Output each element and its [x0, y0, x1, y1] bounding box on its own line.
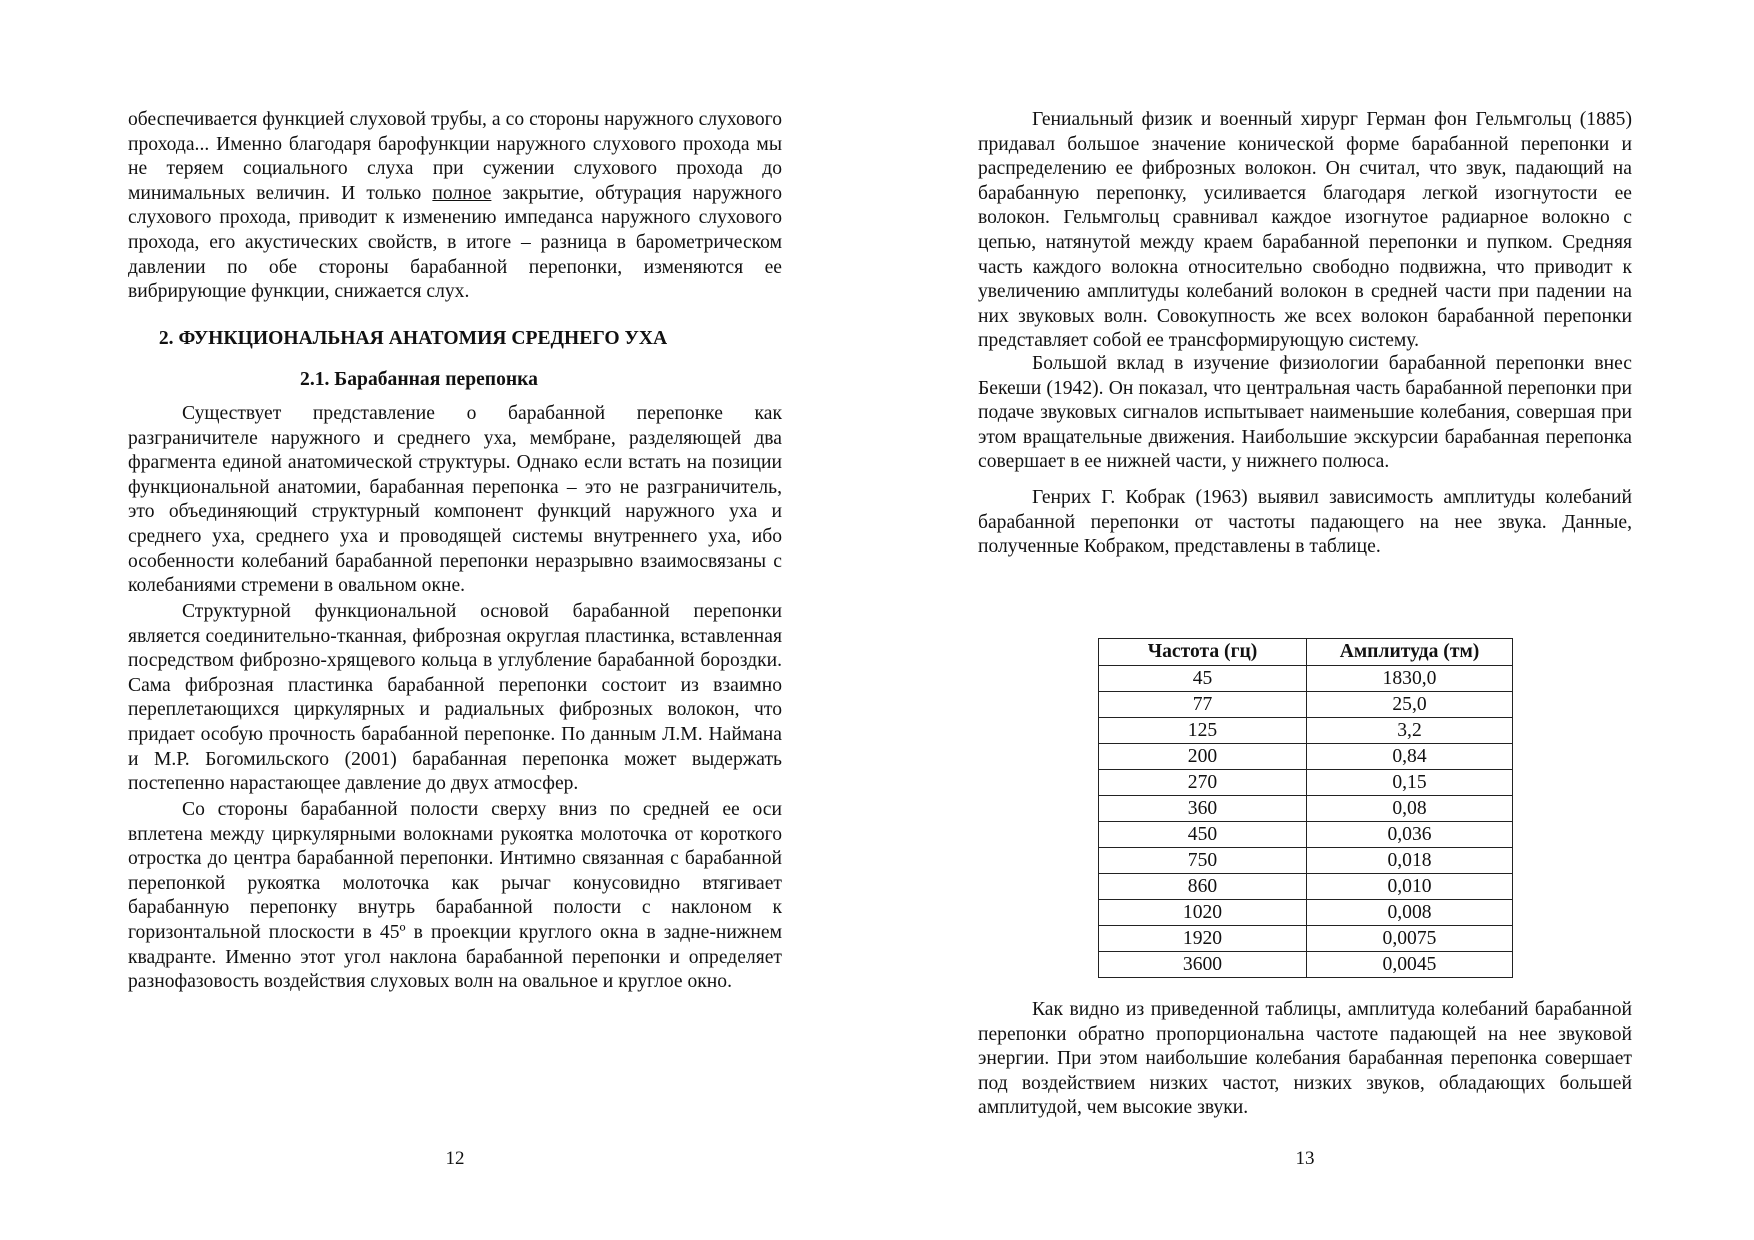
underlined-word: полное: [432, 182, 492, 204]
paragraph: Структурной функциональной основой барабанной перепонки является соединительно-тканная, фиброзная округлая пластинка, вставленная посредством фиброзно-хрящевого кольца в углубление барабанной бороздки. Сама фиброзная пластинка барабанной перепонки состоит из взаимно переплетающихся циркулярных и радиальных фиброзных волокон, что придает особую прочность барабанной перепонке. По данным Л.М. Наймана и М.Р. Богомильского (2001) барабанная перепонка может выдержать постепенно нарастающее давление до двух атмосфер.: [128, 601, 782, 795]
subsection-heading: 2.1. Барабанная перепонка: [300, 369, 538, 390]
paragraph: Существует представление о барабанной перепонке как разграничителе наружного и среднего уха, мембране, разделяющей два фрагмента единой анатомической структуры. Однако если встать на позиции функциональной анатомии, барабанная перепонка – это не разграничитель, это объединяющий структурный компонент функций наружного уха и среднего уха, среднего уха и проводящей системы внутреннего уха, ибо особенности колебаний барабанной перепонки неразрывно взаимосвязаны с колебаниями стремени в овальном окне.: [128, 403, 782, 597]
table-row: [1099, 718, 1513, 744]
cell-amplitude: 3,2: [1307, 718, 1513, 744]
page-number: 13: [1295, 1148, 1315, 1169]
cell-frequency: 45: [1099, 666, 1307, 692]
cell-amplitude: 0,008: [1307, 900, 1513, 926]
paragraph: Большой вклад в изучение физиологии барабанной перепонки внес Бекеши (1942). Он показал, что центральная часть барабанной перепонки при подаче звуковых сигналов испытывает наименьшие колебания, совершая при этом вращательные движения. Наибольшие экскурсии барабанная перепонка совершает в ее нижней части, у нижнего полюса.: [978, 353, 1632, 473]
section-heading: 2. ФУНКЦИОНАЛЬНАЯ АНАТОМИЯ СРЕДНЕГО УХА: [158, 328, 668, 349]
paragraph: Гениальный физик и военный хирург Герман фон Гельмгольц (1885) придавал большое значение конической форме барабанной перепонки и распределению ее фиброзных волокон. Он считал, что звук, падающий на барабанную перепонку, усиливается благодаря легкой изогнутости ее волокон. Гельмгольц сравнивал каждое изогнутое радиарное волокно с цепью, натянутой между краем барабанной перепонки и пупком. Средняя часть каждого волокна относительно свободно подвижна, что приводит к увеличению амплитуды колебаний волокон в средней части при падении на них звуковых волн. Совокупность же всех волокон барабанной перепонки представляет собой ее трансформирующую систему.: [978, 109, 1632, 352]
cell-frequency: 450: [1099, 822, 1307, 848]
cell-amplitude: 0,84: [1307, 744, 1513, 770]
cell-amplitude: 0,15: [1307, 770, 1513, 796]
left-page: [128, 0, 782, 1240]
cell-frequency: 1020: [1099, 900, 1307, 926]
cell-amplitude: 0,036: [1307, 822, 1513, 848]
table-row: [1099, 822, 1513, 848]
paragraph-text: закрытие, обтурация наружного слухового прохода, приводит к изменению импеданса наружного слухового прохода, его акустических свойств, в итоге – разница в барометрическом давлении по обе стороны барабанной перепонки, изменяются ее вибрирующие функции, снижается слух.: [128, 182, 783, 303]
table-row: [1099, 692, 1513, 718]
cell-frequency: 125: [1099, 718, 1307, 744]
paragraph-text: обеспечивается функцией слуховой трубы, а со стороны наружного слухового прохода... Именно благодаря барофункции наружного слухового прохода мы не теряем социального слуха при сужении слухового прохода до минимальных величин. И только: [128, 109, 782, 204]
cell-frequency: 360: [1099, 796, 1307, 822]
cell-amplitude: 0,010: [1307, 874, 1513, 900]
cell-frequency: 860: [1099, 874, 1307, 900]
frequency-amplitude-table: [1098, 638, 1513, 978]
cell-frequency: 1920: [1099, 926, 1307, 952]
cell-amplitude: 25,0: [1307, 692, 1513, 718]
paragraph: Генрих Г. Кобрак (1963) выявил зависимость амплитуды колебаний барабанной перепонки от частоты падающего на нее звука. Данные, полученные Кобраком, представлены в таблице.: [978, 487, 1632, 558]
cell-frequency: 200: [1099, 744, 1307, 770]
cell-frequency: 77: [1099, 692, 1307, 718]
table-row: [1099, 900, 1513, 926]
cell-frequency: 750: [1099, 848, 1307, 874]
table-row: [1099, 666, 1513, 692]
table-row: [1099, 926, 1513, 952]
table-row: [1099, 744, 1513, 770]
table-header-row: [1099, 639, 1513, 666]
column-header-amplitude: Амплитуда (тм): [1307, 639, 1513, 666]
cell-frequency: 3600: [1099, 952, 1307, 978]
paragraph: Со стороны барабанной полости сверху вниз по средней ее оси вплетена между циркулярными волокнами рукоятка молоточка от короткого отростка до центра барабанной перепонки. Интимно связанная с барабанной перепонкой рукоятка молоточка как рычаг конусовидно втягивает барабанную перепонку внутрь барабанной полости с наклоном к горизонтальной плоскости в 45º в проекции круглого окна в задне-нижнем квадранте. Именно этот угол наклона барабанной перепонки и определяет разнофазовость воздействия слуховых волн на овальное и круглое окно.: [128, 799, 782, 993]
paragraph-continuation: [128, 108, 782, 305]
cell-amplitude: 0,0045: [1307, 952, 1513, 978]
column-header-frequency: Частота (гц): [1099, 639, 1307, 666]
table-row: [1099, 952, 1513, 978]
table-row: [1099, 874, 1513, 900]
cell-amplitude: 0,08: [1307, 796, 1513, 822]
paragraph: Как видно из приведенной таблицы, амплитуда колебаний барабанной перепонки обратно пропорциональна частоте падающей на нее звуковой энергии. При этом наибольшие колебания барабанная перепонка совершает под воздействием низких частот, низких звуков, обладающих большей амплитудой, чем высокие звуки.: [978, 999, 1632, 1119]
table-row: [1099, 796, 1513, 822]
cell-amplitude: 1830,0: [1307, 666, 1513, 692]
cell-frequency: 270: [1099, 770, 1307, 796]
cell-amplitude: 0,018: [1307, 848, 1513, 874]
table-row: [1099, 770, 1513, 796]
right-page: [978, 0, 1632, 1240]
table-row: [1099, 848, 1513, 874]
cell-amplitude: 0,0075: [1307, 926, 1513, 952]
page-number: 12: [445, 1148, 465, 1169]
